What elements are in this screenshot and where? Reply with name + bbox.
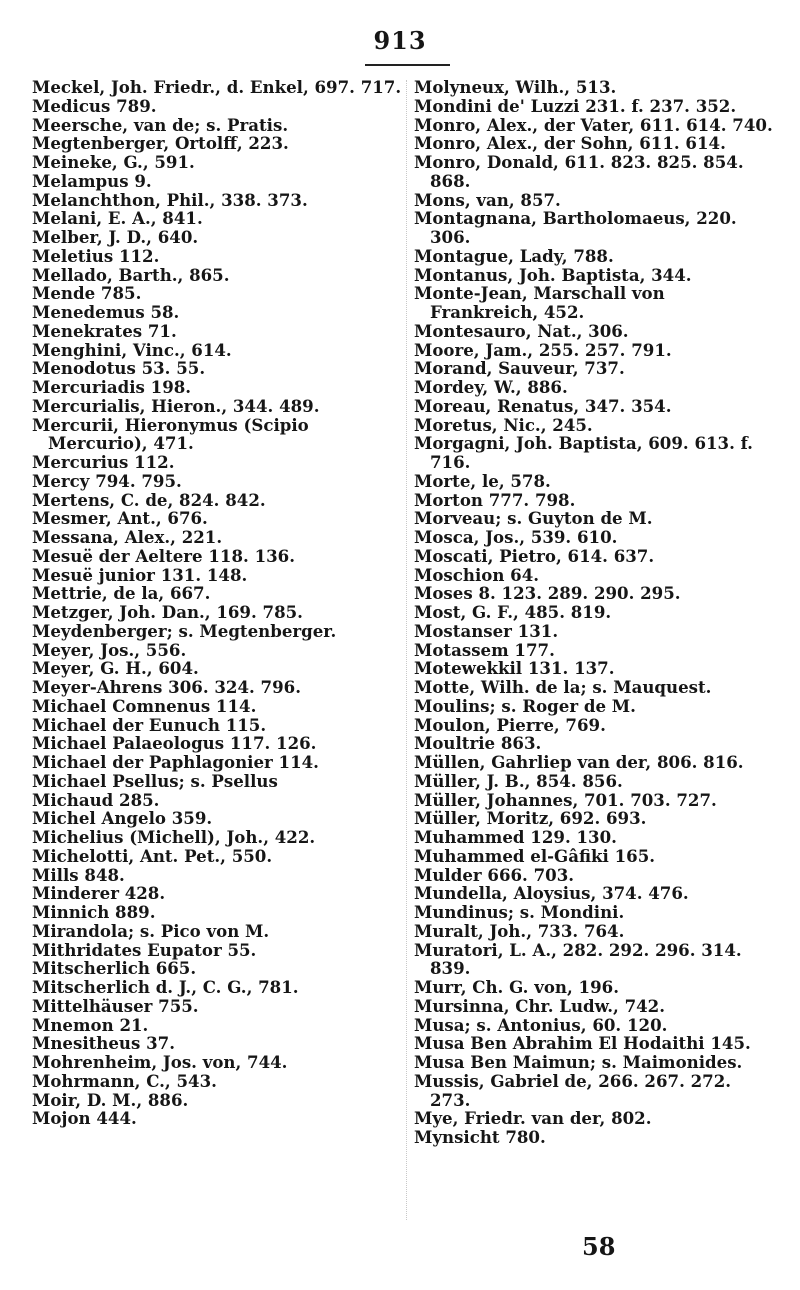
index-entry: Michael Psellus; s. Psellus: [32, 770, 278, 791]
index-entry: Montesauro, Nat., 306.: [414, 320, 629, 341]
index-entry: Michaud 285.: [32, 789, 160, 810]
index-entry: Mende 785.: [32, 283, 142, 304]
column-gutter: [406, 80, 407, 1220]
index-entry: Mye, Friedr. van der, 802.: [414, 1108, 652, 1129]
index-entry: Moreau, Renatus, 347. 354.: [414, 395, 672, 416]
index-entry: Muralt, Joh., 733. 764.: [414, 920, 625, 941]
index-entry: Michel Angelo 359.: [32, 808, 213, 829]
index-entry: Mussis, Gabriel de, 266. 267. 272. 273.: [414, 1070, 732, 1110]
index-entry: Mirandola; s. Pico von M.: [32, 920, 270, 941]
index-entry: Müller, J. B., 854. 856.: [414, 770, 623, 791]
index-entry: Mostanser 131.: [414, 620, 559, 641]
index-entry: Michael Palaeologus 117. 126.: [32, 733, 317, 754]
index-entry: Mercurius 112.: [32, 452, 175, 472]
index-entry: Meyer-Ahrens 306. 324. 796.: [32, 677, 301, 697]
index-entry: Mosca, Jos., 539. 610.: [414, 527, 618, 547]
index-entry: Murr, Ch. G. von, 196.: [414, 977, 619, 997]
index-entry: Mulder 666. 703.: [414, 864, 575, 885]
index-entry: Morveau; s. Guyton de M.: [414, 508, 653, 529]
header-rule: [365, 64, 450, 66]
index-entry: Moretus, Nic., 245.: [414, 414, 593, 435]
index-entry: Minderer 428.: [32, 883, 166, 904]
index-entry: Mesmer, Ant., 676.: [32, 508, 208, 529]
index-entry: Menekrates 71.: [32, 320, 177, 341]
index-entry: Mohrenheim, Jos. von, 744.: [32, 1052, 288, 1072]
index-entry: Meyer, G. H., 604.: [32, 658, 199, 679]
index-entry: Melampus 9.: [32, 170, 152, 191]
index-entry: Mills 848.: [32, 864, 125, 885]
index-entry: Meydenberger; s. Megtenberger.: [32, 620, 337, 641]
index-entry: Motassem 177.: [414, 639, 555, 660]
index-entry: Michael der Paphlagonier 114.: [32, 752, 319, 772]
index-entry: Monro, Alex., der Vater, 611. 614. 740.: [414, 114, 773, 135]
index-entry: Mercy 794. 795.: [32, 470, 182, 491]
index-entry: Mettrie, de la, 667.: [32, 583, 211, 604]
index-entry: Moir, D. M., 886.: [32, 1089, 189, 1110]
index-entry: Mons, van, 857.: [414, 189, 561, 210]
signature-mark: 58: [582, 1232, 616, 1261]
index-entry: Menedemus 58.: [32, 302, 180, 322]
index-entry: Muhammed 129. 130.: [414, 827, 617, 847]
index-entry: Minnich 889.: [32, 902, 156, 922]
index-entry: Menghini, Vinc., 614.: [32, 339, 232, 360]
index-entry: Mithridates Eupator 55.: [32, 939, 257, 960]
index-entry: Müllen, Gahrliep van der, 806. 816.: [414, 752, 744, 772]
index-entry: Mercurialis, Hieron., 344. 489.: [32, 395, 320, 416]
index-entry: Morton 777. 798.: [414, 489, 576, 510]
index-column-right: [414, 78, 774, 1147]
index-entry: Mitscherlich 665.: [32, 958, 197, 979]
index-entry: Messana, Alex., 221.: [32, 527, 223, 547]
index-entry: Musa Ben Maimun; s. Maimonides.: [414, 1052, 743, 1072]
index-entry: Müller, Moritz, 692. 693.: [414, 808, 647, 829]
index-entry: Monro, Alex., der Sohn, 611. 614.: [414, 133, 726, 154]
index-entry: Melber, J. D., 640.: [32, 227, 199, 247]
index-entry: Menodotus 53. 55.: [32, 358, 206, 379]
index-entry: Mondini de' Luzzi 231. f. 237. 352.: [414, 95, 737, 116]
index-entry: Motewekkil 131. 137.: [414, 658, 615, 679]
index-entry: Mercuriadis 198.: [32, 377, 192, 397]
index-entry: Moscati, Pietro, 614. 637.: [414, 545, 655, 566]
index-entry: Mundella, Aloysius, 374. 476.: [414, 883, 689, 904]
index-entry: Montanus, Joh. Baptista, 344.: [414, 264, 692, 285]
index-entry: Mertens, C. de, 824. 842.: [32, 489, 266, 510]
index-entry: Monte-Jean, Marschall von Frankreich, 452.: [414, 283, 665, 322]
index-entry: Molyneux, Wilh., 513.: [414, 77, 617, 97]
index-entry: Mellado, Barth., 865.: [32, 264, 230, 285]
index-entry: Mordey, W., 886.: [414, 377, 568, 397]
index-entry: Mnemon 21.: [32, 1014, 149, 1035]
index-entry: Moulon, Pierre, 769.: [414, 714, 606, 735]
index-entry: Mohrmann, C., 543.: [32, 1070, 217, 1091]
index-entry: Moulins; s. Roger de M.: [414, 695, 636, 716]
index-entry: Michael Comnenus 114.: [32, 695, 257, 716]
index-entry: Mesuë junior 131. 148.: [32, 564, 248, 585]
index-entry: Monro, Donald, 611. 823. 825. 854. 868.: [414, 152, 744, 191]
index-entry: Montague, Lady, 788.: [414, 245, 614, 266]
index-entry: Musa Ben Abrahim El Hodaithi 145.: [414, 1033, 751, 1054]
index-entry: Medicus 789.: [32, 95, 157, 116]
index-entry: Meersche, van de; s. Pratis.: [32, 114, 289, 135]
index-entry: Most, G. F., 485. 819.: [414, 602, 612, 622]
index-entry: Moultrie 863.: [414, 733, 542, 754]
index-entry: Meineke, G., 591.: [32, 152, 195, 172]
index-entry: Meckel, Joh. Friedr., d. Enkel, 697. 717.: [32, 77, 402, 97]
index-entry: Melani, E. A., 841.: [32, 208, 203, 229]
index-entry: Morte, le, 578.: [414, 470, 551, 491]
index-entry: Melanchthon, Phil., 338. 373.: [32, 189, 308, 210]
index-entry: Michelotti, Ant. Pet., 550.: [32, 845, 273, 866]
index-entry: Meletius 112.: [32, 245, 160, 266]
index-entry: Muhammed el-Gâfiki 165.: [414, 845, 656, 866]
index-entry: Michelius (Michell), Joh., 422.: [32, 827, 316, 847]
index-column-left: [32, 78, 402, 1128]
index-entry: Mittelhäuser 755.: [32, 995, 199, 1016]
index-entry: Moses 8. 123. 289. 290. 295.: [414, 583, 681, 604]
index-entry: Motte, Wilh. de la; s. Mauquest.: [414, 677, 712, 697]
index-entry: Musa; s. Antonius, 60. 120.: [414, 1014, 668, 1035]
index-entry: Meyer, Jos., 556.: [32, 639, 187, 660]
index-entry: Mitscherlich d. J., C. G., 781.: [32, 977, 299, 997]
index-entry: Morgagni, Joh. Baptista, 609. 613. f. 716.: [414, 433, 753, 472]
index-entry: Mynsicht 780.: [414, 1127, 546, 1147]
index-entry: Mursinna, Chr. Ludw., 742.: [414, 995, 665, 1016]
index-entry: Mundinus; s. Mondini.: [414, 902, 625, 922]
index-entry: Mesuë der Aeltere 118. 136.: [32, 545, 295, 566]
index-entry: Morand, Sauveur, 737.: [414, 358, 625, 379]
index-entry: Mojon 444.: [32, 1108, 137, 1129]
index-entry: Metzger, Joh. Dan., 169. 785.: [32, 602, 303, 622]
index-entry: Montagnana, Bartholomaeus, 220. 306.: [414, 208, 737, 247]
index-entry: Moschion 64.: [414, 564, 540, 585]
index-entry: Michael der Eunuch 115.: [32, 714, 267, 735]
index-entry: Moore, Jam., 255. 257. 791.: [414, 339, 672, 360]
index-entry: Muratori, L. A., 282. 292. 296. 314. 839.: [414, 939, 742, 979]
page-number: 913: [373, 26, 427, 55]
index-entry: Müller, Johannes, 701. 703. 727.: [414, 789, 717, 810]
index-entry: Megtenberger, Ortolff, 223.: [32, 133, 289, 154]
index-entry: Mercurii, Hieronymus (Scipio Mercurio), 471.: [32, 414, 309, 454]
index-entry: Mnesitheus 37.: [32, 1033, 175, 1054]
